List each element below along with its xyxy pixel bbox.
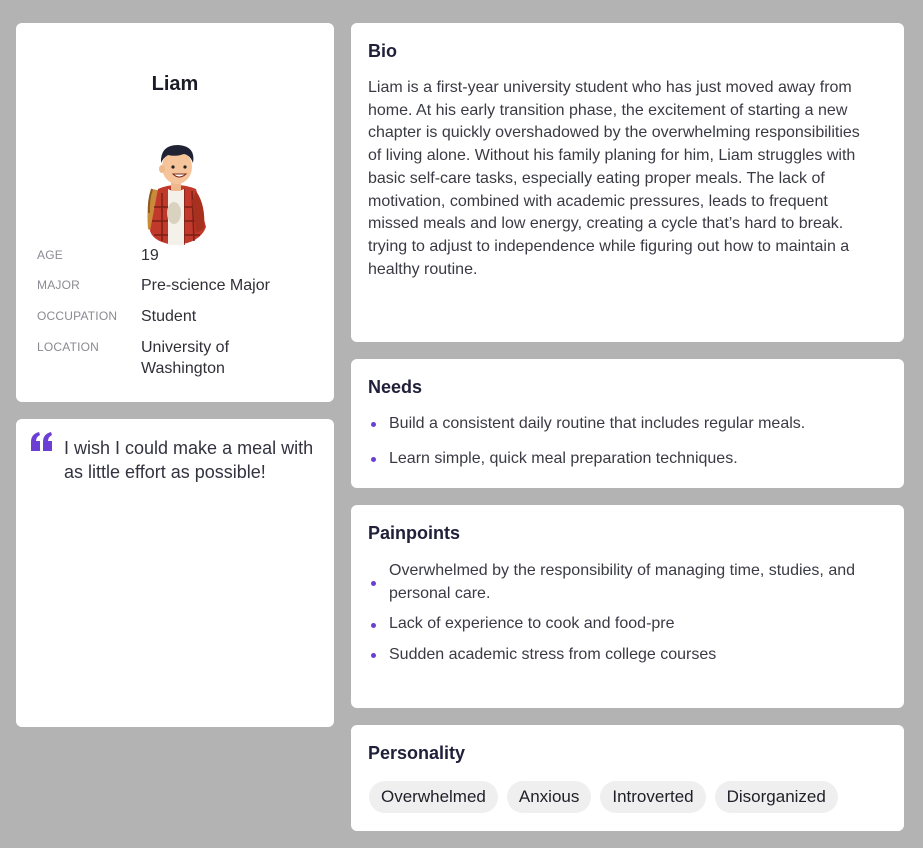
personality-tag: Disorganized (715, 781, 838, 813)
list-item-text: Lack of experience to cook and food-pre (389, 615, 675, 633)
info-value: University of Washington (141, 339, 230, 377)
painpoints-card (351, 505, 904, 708)
info-label: LOCATION (37, 340, 100, 354)
info-value: 19 (141, 247, 159, 264)
profile-card (16, 23, 334, 402)
bio-text: Liam is a first-year university student who has just moved away from home. At his early transition phase, the excitement of starting a new chapter is quickly overshadowed by the overwhelming responsibilities of living alone. Without his family planing for him, Liam struggles with basic self-care tasks, especially eating proper meals. The lack of motivation, combined with academic pressures, leads to frequent missed meals and low energy, creating a cycle that’s hard to break. trying to adjust to independence while figuring out how to maintain a healthy routine. (368, 79, 860, 278)
needs-title: Needs (368, 377, 423, 397)
list-item (368, 644, 876, 667)
bullet-icon (371, 653, 376, 658)
info-label: OCCUPATION (37, 309, 118, 323)
bio-card (351, 23, 904, 342)
personality-tag: Anxious (507, 781, 591, 813)
list-item (368, 413, 876, 436)
personality-tags (369, 781, 838, 813)
needs-list (368, 413, 876, 470)
quote-card (16, 419, 334, 727)
info-row-location (37, 337, 324, 379)
persona-name: Liam (151, 73, 199, 95)
list-item (368, 448, 876, 471)
bullet-icon (371, 422, 376, 427)
personality-tag: Introverted (600, 781, 705, 813)
quote-text: I wish I could make a meal with as little effort as possible! (64, 438, 314, 482)
bio-title: Bio (368, 41, 397, 61)
bullet-icon (371, 457, 376, 462)
list-item (368, 560, 876, 605)
list-item (368, 613, 876, 636)
info-label: AGE (37, 248, 63, 262)
painpoints-list (368, 560, 876, 667)
quote-icon (30, 431, 54, 453)
bullet-icon (371, 623, 376, 628)
info-label: MAJOR (37, 278, 80, 292)
bullet-icon (371, 581, 376, 586)
info-row-occupation (37, 306, 324, 327)
personality-title: Personality (368, 743, 466, 763)
list-item-text: Build a consistent daily routine that includes regular meals. (389, 415, 806, 432)
list-item-text: Learn simple, quick meal preparation techniques. (389, 449, 738, 467)
info-row-age (37, 245, 324, 266)
personality-tag: Overwhelmed (369, 781, 498, 813)
student-avatar-icon (140, 141, 212, 249)
info-row-major (37, 275, 324, 296)
painpoints-title: Painpoints (368, 523, 461, 543)
info-value: Student (141, 308, 197, 325)
info-value: Pre-science Major (141, 277, 270, 294)
personality-card (351, 725, 904, 831)
list-item-text: Overwhelmed by the responsibility of managing time, studies, and personal care. (389, 562, 856, 602)
needs-card (351, 359, 904, 488)
list-item-text: Sudden academic stress from college courses (389, 646, 717, 664)
